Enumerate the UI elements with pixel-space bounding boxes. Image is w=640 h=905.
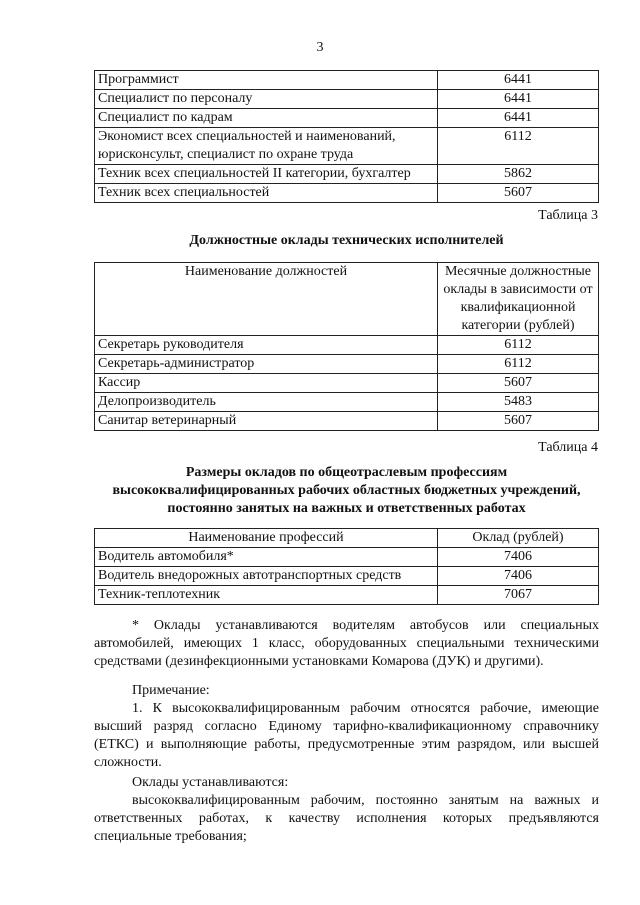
- position-name: Специалист по персоналу: [95, 90, 438, 109]
- salary-table-continued: [94, 70, 599, 203]
- table3-label: Таблица 3: [538, 208, 598, 223]
- table-row: [95, 71, 599, 90]
- table-header-row: [95, 263, 599, 336]
- salary-value: 5862: [438, 165, 599, 184]
- table-row: [95, 109, 599, 128]
- column-header-salary: Оклад (рублей): [438, 529, 599, 548]
- note-paragraph-1: 1. К высококвалифицированным рабочим относятся рабочие, имеющие высший разряд согласно Единому тарифно-квалификационному справочнику (ЕТКС) и выполняющие работы, предусмотренные этим разрядом, или высшей сложности.: [94, 701, 599, 770]
- column-header-profession: Наименование профессий: [95, 529, 438, 548]
- salary-value: 6112: [438, 128, 599, 165]
- table-row: [95, 165, 599, 184]
- position-name: Техник всех специальностей II категории, бухгалтер: [95, 165, 438, 184]
- table4-label: Таблица 4: [538, 440, 598, 455]
- workers-salary-table: [94, 528, 599, 605]
- column-header-position: Наименование должностей: [95, 263, 438, 336]
- table-row: [95, 374, 599, 393]
- profession-name: Техник-теплотехник: [95, 586, 438, 605]
- page-number: 3: [316, 40, 324, 55]
- table-row: [95, 412, 599, 431]
- position-name: Программист: [95, 71, 438, 90]
- position-name: Экономист всех специальностей и наименований, юрисконсульт, специалист по охране труда: [95, 128, 438, 165]
- salary-value: 5483: [438, 393, 599, 412]
- table-row: [95, 90, 599, 109]
- note-heading: Примечание:: [132, 683, 210, 698]
- table-row: [95, 336, 599, 355]
- position-name: Делопроизводитель: [95, 393, 438, 412]
- profession-name: Водитель внедорожных автотранспортных средств: [95, 567, 438, 586]
- salary-value: 5607: [438, 412, 599, 431]
- position-name: Секретарь руководителя: [95, 336, 438, 355]
- table-row: [95, 567, 599, 586]
- profession-name: Водитель автомобиля*: [95, 548, 438, 567]
- table-row: [95, 355, 599, 374]
- salary-value: 6441: [438, 90, 599, 109]
- table-row: [95, 393, 599, 412]
- table-row: [95, 184, 599, 203]
- footnote: * Оклады устанавливаются водителям автобусов или специальных автомобилей, имеющих 1 класс, оборудованных специальными техническими средствами (дезинфекционными установками Комарова (ДУК) и другими).: [94, 618, 599, 669]
- position-name: Специалист по кадрам: [95, 109, 438, 128]
- table-header-row: [95, 529, 599, 548]
- salary-value: 5607: [438, 184, 599, 203]
- salary-value: 7406: [438, 548, 599, 567]
- position-name: Техник всех специальностей: [95, 184, 438, 203]
- note-paragraph-3: высококвалифицированным рабочим, постоянно занятым на важных и ответственных работах, к качеству исполнения которых предъявляются специальные требования;: [94, 793, 599, 844]
- salary-value: 7067: [438, 586, 599, 605]
- note-paragraph-2: Оклады устанавливаются:: [132, 775, 289, 790]
- table-row: [95, 586, 599, 605]
- salary-value: 6441: [438, 109, 599, 128]
- table3-title: Должностные оклады технических исполнителей: [189, 233, 504, 248]
- salary-value: 6112: [438, 336, 599, 355]
- table-row: [95, 128, 599, 165]
- technical-staff-salary-table: [94, 262, 599, 431]
- salary-value: 7406: [438, 567, 599, 586]
- position-name: Кассир: [95, 374, 438, 393]
- table4-title: Размеры окладов по общеотраслевым профессиям высококвалифицированных рабочих областных бюджетных учреждений, постоянно занятых на важных и ответственных работах: [112, 465, 581, 516]
- salary-value: 6112: [438, 355, 599, 374]
- position-name: Секретарь-администратор: [95, 355, 438, 374]
- salary-value: 5607: [438, 374, 599, 393]
- position-name: Санитар ветеринарный: [95, 412, 438, 431]
- column-header-salary: Месячные должностные оклады в зависимости от квалификационной категории (рублей): [438, 263, 599, 336]
- salary-value: 6441: [438, 71, 599, 90]
- table-row: [95, 548, 599, 567]
